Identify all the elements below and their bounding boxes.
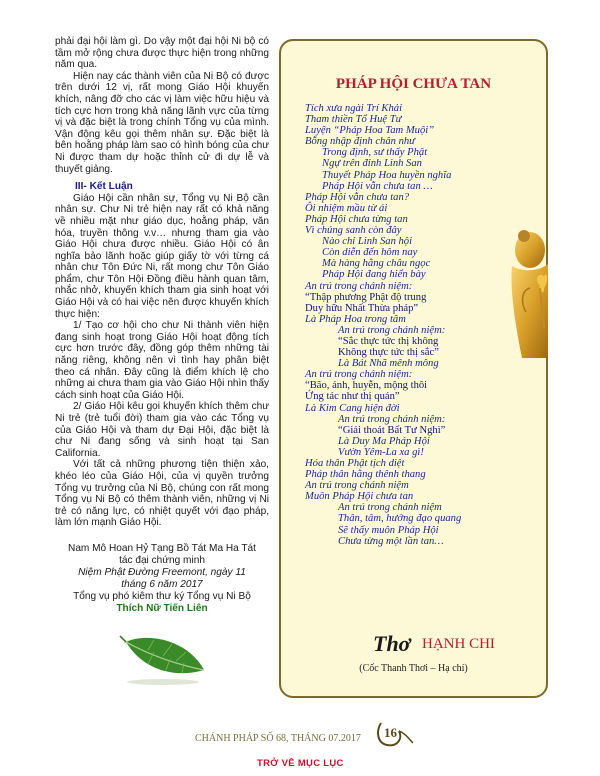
poem-line: Là Pháp Hoa trong tâm <box>305 313 406 325</box>
poem-quote-line: “Giải thoát Bất Tư Nghì” <box>338 424 446 436</box>
author-prefix: Thơ <box>373 631 411 656</box>
article-column <box>55 36 269 615</box>
signature-place: Niệm Phật Đường Freemont, ngày 11 <box>78 566 246 578</box>
poem-line: Tham thiền Tổ Huệ Tư <box>305 114 402 126</box>
back-to-contents-link[interactable]: TRỞ VỀ MỤC LỤC <box>257 758 344 769</box>
signature-role: Tổng vụ phó kiêm thư ký Tổng vụ Ni Bộ <box>73 590 251 602</box>
poem-quote-line: “Thập phương Phật độ trung <box>305 291 427 303</box>
poem-quote-line: Ứng tác như thị quán” <box>305 391 400 403</box>
poem-line: Tích xưa ngài Trí Khải <box>305 103 403 114</box>
poem-line: Sẽ thấy muôn Pháp Hội <box>338 524 439 536</box>
page-number: 16 <box>384 725 397 740</box>
bodhi-leaf-icon <box>118 632 208 687</box>
paragraph: 2/ Giáo Hội kêu gọi khuyến khích thêm chư Ni trẻ (trẻ tuổi đời) tham gia vào các Tổng vụ của Giáo Hội và tham dự Đại Hội, đặc biệt là chư Ni đang sống và sinh hoạt tại San California. <box>55 401 269 459</box>
poem-line: Trong định, sư thấy Phật <box>322 147 428 159</box>
poem-subtitle: (Cốc Thanh Thơi – Hạ chí) <box>359 663 468 674</box>
poem-line: Pháp Hội đang hiển bày <box>322 269 426 281</box>
poem-line: Thuyết Pháp Hoa huyền nghĩa <box>322 169 452 181</box>
poem-line: An trú trong chánh niệm: <box>338 324 446 336</box>
signature-author: Thích Nữ Tiến Liên <box>116 602 208 614</box>
poem-line: Bỗng nhập định chân như <box>305 136 415 148</box>
poem-quote-line: “Sắc thực tức thị không <box>338 335 439 347</box>
poem-line: Vườn Yêm-La xa gì! <box>338 446 424 458</box>
paragraph: Giáo Hội cần nhân sự, Tổng vụ Ni Bộ cần nhân sự. Chư Ni trẻ hiện nay rất có khả năng về nhiều mặt như giáo dục, hoằng pháp, văn hóa, truyền thông v.v… nhưng tham gia vào Giáo Hội chưa được nhiều. Giáo Hội có ân nghĩa bảo lãnh hoặc giúp giấy tờ với từng cá nhân chư Tôn Đức Ni, rất mong chư Tôn Giáo phẩm, chư Tôn Hội Đồng điều hành quan tâm, nhắc nhở, khuyến khích tham gia sinh hoạt với Giáo Hội và có hai việc nên được khuyến khích thực hiện: <box>55 192 269 320</box>
poem-line: Pháp thân hằng thênh thang <box>305 469 426 481</box>
paragraph: Với tất cả những phương tiện thiện xảo, khéo léo của Giáo Hội, của vị quyền trưởng Tổng vụ trưởng của Ni Bộ, chúng con rất mong Tổng vụ Ni Bộ có thêm thành viên, những vị Ni trẻ có năng lực, có nhiệt quyết với đạo pháp, làm lớn mạnh Giáo Hội. <box>55 459 269 529</box>
poem-line: Pháp Hội chưa từng tan <box>305 213 408 225</box>
poem-line: An trú trong chánh niệm <box>305 480 409 492</box>
poem-line: Pháp Hội vẫn chưa tan … <box>322 180 433 192</box>
poem-line: Là Bát Nhã mênh mông <box>338 358 439 370</box>
poem-line: Thân, tâm, hướng đạo quang <box>338 513 462 525</box>
poem-line: Hóa thân Phật tịch diệt <box>305 458 405 469</box>
poem-line: Còn diễn đến hôm nay <box>322 247 418 259</box>
signature-line: Nam Mô Hoan Hỷ Tạng Bồ Tát Ma Ha Tát <box>68 542 256 554</box>
poem-line: Pháp Hội vẫn chưa tan? <box>305 191 410 203</box>
paragraph: Hiện nay các thành viên của Ni Bộ có được trên dưới 12 vị, rất mong Giáo Hội khuyến khích, nâng đỡ cho các vị làm việc hữu hiệu và tích cực hơn trong khả năng lãnh vực của từng vị và đặc biệt là trong chính Tổng vụ của mình. Vận động kêu gọi thêm nhân sự. Đặc biệt là bên hoằng pháp làm sao có hình bóng của chư Ni được tham dự hoặc thỉnh cử đi dự lễ và thuyết giảng. <box>55 70 269 175</box>
poem-line: An trú trong chánh niệm: <box>305 369 413 381</box>
poem-body <box>305 103 461 547</box>
poem-line: Mà hàng hằng châu ngọc <box>322 258 431 270</box>
poem-line: Nào chỉ Linh San hội <box>322 236 413 248</box>
poem-line: Ôi nhiệm mầu từ ái <box>305 202 388 214</box>
poem-line: An trú trong chánh niệm: <box>305 280 413 292</box>
poem-line: An trú trong chánh niệm <box>338 502 442 514</box>
signature-date: tháng 6 năm 2017 <box>121 578 203 590</box>
signature-block <box>55 543 269 615</box>
poem-line: Chưa từng một lần tan… <box>338 535 444 547</box>
poem-quote-line: Không thực tức thị sắc” <box>338 347 439 359</box>
paragraph: 1/ Tạo cơ hội cho chư Ni thành viên hiện đang sinh hoạt trong Giáo Hội hoạt động tích cực hơn trước đây, đồng góp thêm những tài năng riêng, không nên vì tình hay phân biệt theo cá nhân. Đây cũng là điểm khích lệ cho những ai chưa tham gia vào Giáo Hội nhìn thấy cách sinh hoạt của Giáo Hội. <box>55 320 269 401</box>
section-heading: III- Kết Luận <box>75 181 133 193</box>
poem-line: Muôn Pháp Hội chưa tan <box>305 491 414 503</box>
poem-line: Luyện “Pháp Hoa Tam Muội” <box>305 125 435 137</box>
signature-line: tác đại chứng minh <box>119 554 205 566</box>
poem-line: An trú trong chánh niệm: <box>338 413 446 425</box>
poem-title: PHÁP HỘI CHƯA TAN <box>335 76 492 92</box>
page-number-badge <box>375 719 415 749</box>
author-name: HẠNH CHI <box>422 636 495 652</box>
paragraph: phải đại hội làm gì. Do vậy một đại hội Ni bộ có tầm mở rộng chưa được thực hiện trong những năm qua. <box>55 36 269 71</box>
poem-line: Vì chúng sanh còn đây <box>305 225 402 237</box>
poem-line: Là Kim Cang hiện đời <box>305 402 400 414</box>
buddha-statue-icon <box>500 228 548 358</box>
poem-line: Là Duy Ma Pháp Hội <box>338 435 430 447</box>
poem-quote-line: “Bão, ảnh, huyễn, mộng thôi <box>305 380 428 392</box>
poem-line: Ngự trên đỉnh Linh San <box>322 158 422 170</box>
issue-label: CHÁNH PHÁP SỐ 68, THÁNG 07.2017 <box>195 733 361 744</box>
poem-quote-line: Duy hữu Nhất Thừa pháp” <box>305 302 419 314</box>
